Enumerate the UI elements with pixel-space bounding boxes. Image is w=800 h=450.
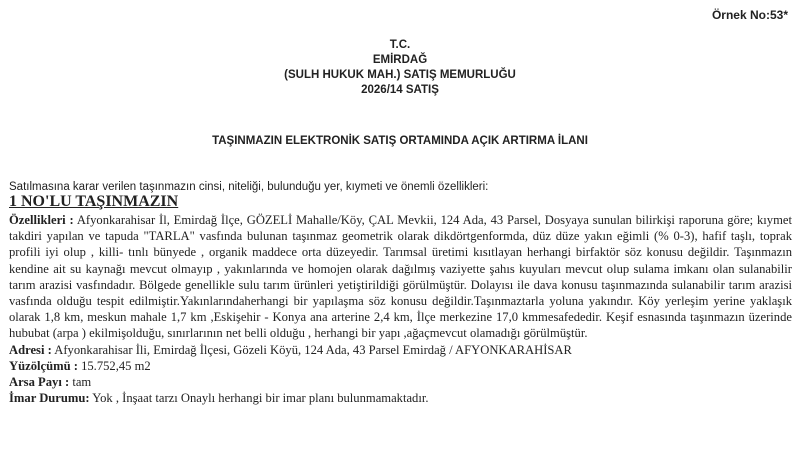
features-paragraph: [9, 212, 792, 342]
document-header: [0, 38, 800, 98]
header-country: T.C.: [389, 39, 411, 51]
zoning-label: İmar Durumu:: [9, 391, 90, 406]
zoning-paragraph: [9, 390, 792, 406]
share-paragraph: [9, 374, 792, 390]
area-paragraph: [9, 358, 792, 374]
address-paragraph: [9, 342, 792, 358]
intro-text: Satılmasına karar verilen taşınmazın cinsi, niteliği, bulunduğu yer, kıymeti ve önemli özellikleri:: [9, 181, 489, 193]
features-label: Özellikleri :: [9, 213, 74, 227]
zoning-text: Yok , İnşaat tarzı Onaylı herhangi bir imar planı bulunmamaktadır.: [89, 391, 429, 406]
header-case-number: 2026/14 SATIŞ: [361, 84, 439, 96]
property-details: [9, 212, 792, 406]
features-text: Afyonkarahisar İl, Emirdağ İlçe, GÖZELİ Mahalle/Köy, ÇAL Mevkii, 124 Ada, 43 Parsel, Dosyaya sunulan bilirkişi raporuna göre; kıymet takdiri yapılan ve tapuda "TARLA" vasfında bulunan taşınmaz geometrik olarak dikdörtgenformda, düz düze yakın eğimli (% 0-3), hafif taşlı, toprak profili iyi olup , killi- tınlı bünyede , organik maddece orta düzeyedir. Tarımsal üretimi kısıtlayan herhangi birfaktör söz konusu değildir. Taşınmazın kendine ait su kaynağı mevcut olmayıp , yakınlarında ve homojen olarak dağılmış vaziyette şahıs kuyuları mevcut olup sulama imkanı olan sulanabilir tarım arazisi vasfındadır. Bölgede genellikle sulu tarım ürünleri yetiştirildiği görülmüştür. Dolayısı ile dava konusu taşınmazında sulanabilir tarım arazisi vasfında olduğu tespit edilmiştir.Yakınlarındaherhangi bir yapılaşma söz konusu değildir.Taşınmaztarla yoluna yakındır. Köy yerleşim yerine yaklaşık olarak 1,8 km, meskun mahale 1,7 km ,Eskişehir - Konya ana arterine 2,4 km, İlçe merkezine 17,0 kmmesafededir. Keşif esnasında taşınmazın üzerinde hububat (arpa ) ekilmişolduğu, sınırlarının net belli olduğu , herhangi bir yapı ,ağaçmevcut olamadığı görülmüştür.: [9, 213, 792, 341]
property-heading: 1 NO'LU TAŞINMAZIN: [9, 193, 179, 210]
address-text: Afyonkarahisar İli, Emirdağ İlçesi, Gözeli Köyü, 124 Ada, 43 Parsel Emirdağ / AFYONKARAHİSAR: [51, 342, 572, 357]
area-label: Yüzölçümü :: [9, 358, 78, 373]
address-label: Adresi :: [9, 342, 52, 357]
area-text: 15.752,45 m2: [77, 358, 151, 373]
notice-title: TAŞINMAZIN ELEKTRONİK SATIŞ ORTAMINDA AÇIK ARTIRMA İLANI: [212, 135, 588, 147]
header-district: EMİRDAĞ: [372, 54, 428, 66]
sample-number: Örnek No:53*: [711, 8, 788, 22]
header-office: (SULH HUKUK MAH.) SATIŞ MEMURLUĞU: [284, 69, 516, 81]
share-label: Arsa Payı :: [9, 375, 70, 390]
share-text: tam: [69, 375, 92, 390]
